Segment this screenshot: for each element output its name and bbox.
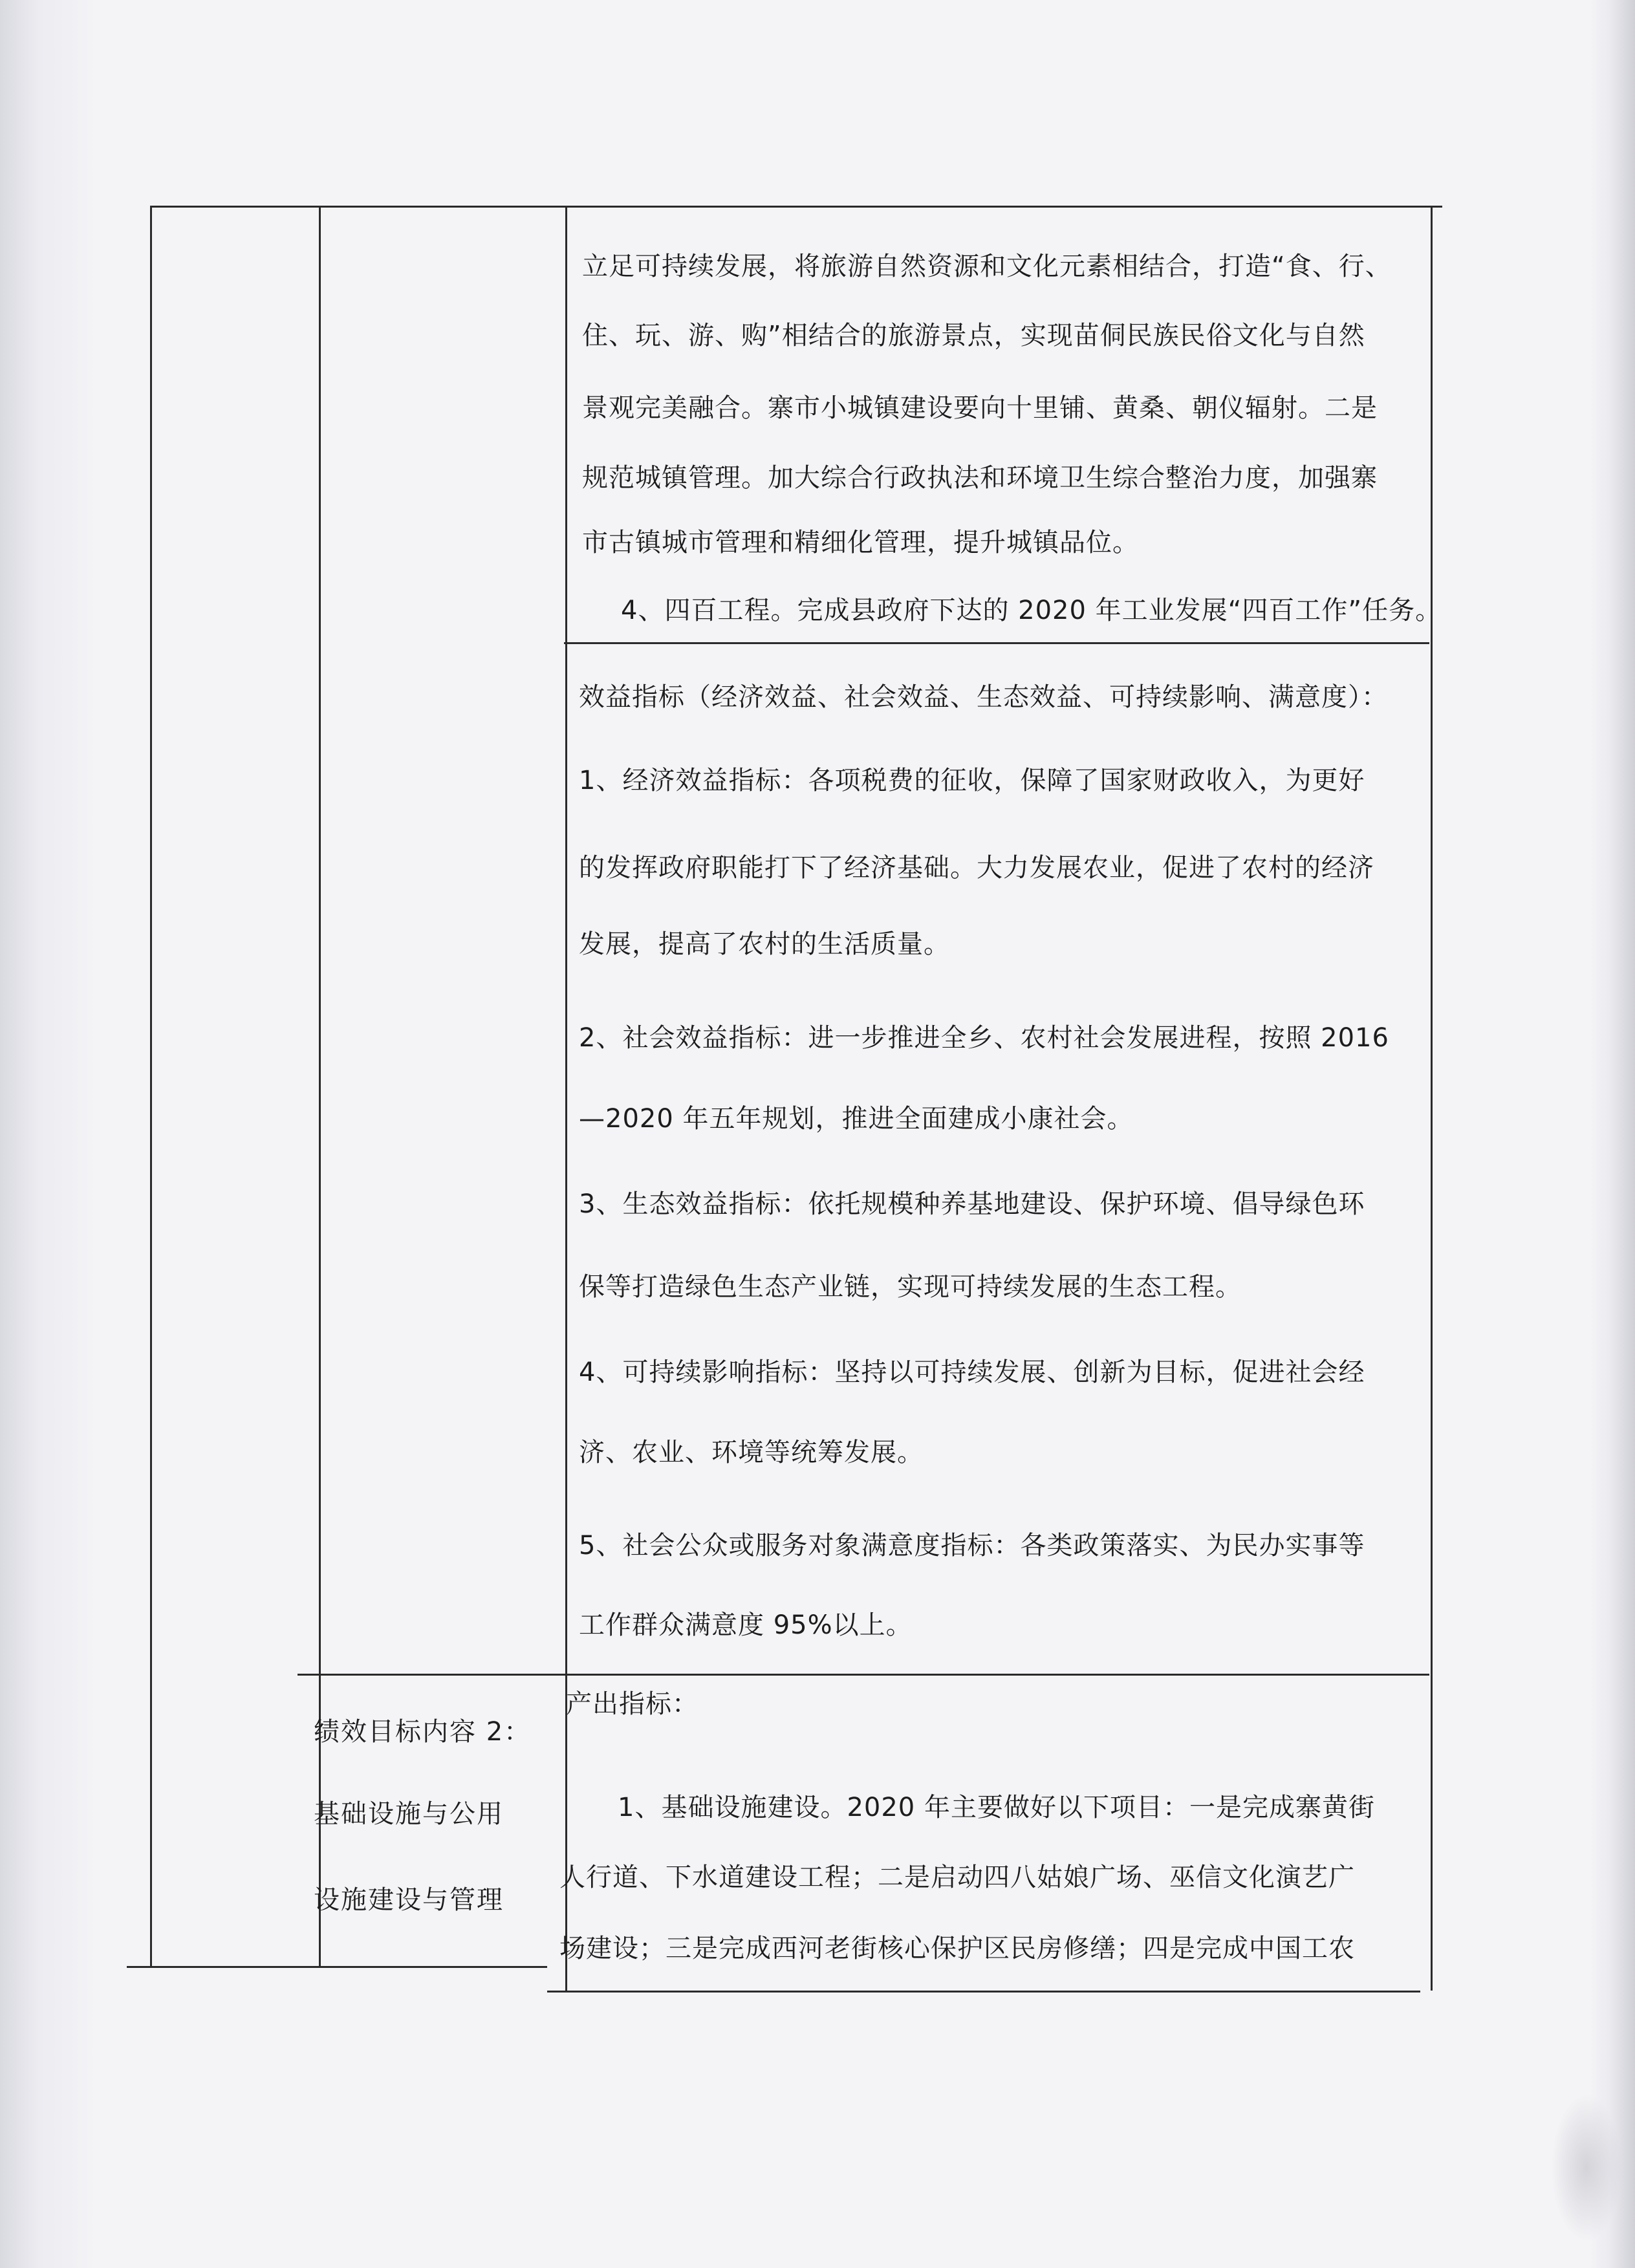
table-bottom-border-right (547, 1991, 1420, 1993)
text-line: 济、农业、环境等统筹发展。 (579, 1438, 924, 1467)
text-line: 住、玩、游、购”相结合的旅游景点，实现苗侗民族民俗文化与自然 (582, 321, 1365, 351)
scan-shadow-left (0, 0, 97, 2268)
text-line: 立足可持续发展，将旅游自然资源和文化元素相结合，打造“食、行、 (582, 252, 1392, 281)
row-divider-2 (298, 1674, 1429, 1676)
text-line: 3、生态效益指标：依托规模种养基地建设、保护环境、倡导绿色环 (579, 1189, 1365, 1219)
text-line: 1、经济效益指标：各项税费的征收，保障了国家财政收入，为更好 (579, 766, 1365, 795)
label-line: 绩效目标内容 2： (314, 1717, 532, 1747)
text-line: 4、可持续影响指标：坚持以可持续发展、创新为目标，促进社会经 (579, 1357, 1365, 1387)
table-top-border (150, 206, 1442, 208)
text-line: 2、社会效益指标：进一步推进全乡、农村社会发展进程，按照 2016 (579, 1023, 1389, 1053)
text-line: 产出指标： (566, 1689, 698, 1719)
text-line: 人行道、下水道建设工程；二是启动四八姑娘广场、巫信文化演艺广 (559, 1863, 1355, 1892)
text-line: 效益指标（经济效益、社会效益、生态效益、可持续影响、满意度）： (579, 682, 1388, 712)
text-line: —2020 年五年规划，推进全面建成小康社会。 (579, 1104, 1134, 1134)
column-divider-2 (565, 206, 567, 1991)
text-line: 发展，提高了农村的生活质量。 (579, 929, 950, 959)
text-line: 保等打造绿色生态产业链，实现可持续发展的生态工程。 (579, 1272, 1242, 1302)
table-bottom-border-left (127, 1966, 547, 1968)
label-line: 基础设施与公用 (314, 1799, 504, 1829)
text-line: 的发挥政府职能打下了经济基础。大力发展农业，促进了农村的经济 (579, 853, 1374, 883)
text-line: 工作群众满意度 95%以上。 (579, 1610, 913, 1640)
scan-stain (1551, 2093, 1622, 2242)
text-line: 规范城镇管理。加大综合行政执法和环境卫生综合整治力度，加强寨 (582, 463, 1378, 493)
scan-shadow-right (1590, 0, 1635, 2268)
text-line: 5、社会公众或服务对象满意度指标：各类政策落实、为民办实事等 (579, 1531, 1365, 1561)
row-divider-1 (564, 642, 1429, 644)
table-right-border (1431, 206, 1433, 1991)
text-line: 市古镇城市管理和精细化管理，提升城镇品位。 (582, 528, 1139, 557)
column-divider-1 (319, 206, 321, 1968)
text-line: 场建设；三是完成西河老街核心保护区民房修缮；四是完成中国工农 (559, 1934, 1355, 1963)
label-line: 设施建设与管理 (314, 1885, 504, 1915)
text-line: 景观完美融合。寨市小城镇建设要向十里铺、黄桑、朝仪辐射。二是 (582, 393, 1378, 423)
text-line: 4、四百工程。完成县政府下达的 2020 年工业发展“四百工作”任务。 (621, 596, 1442, 625)
table-left-border (150, 206, 152, 1968)
text-line: 1、基础设施建设。2020 年主要做好以下项目：一是完成寨黄街 (618, 1793, 1375, 1822)
